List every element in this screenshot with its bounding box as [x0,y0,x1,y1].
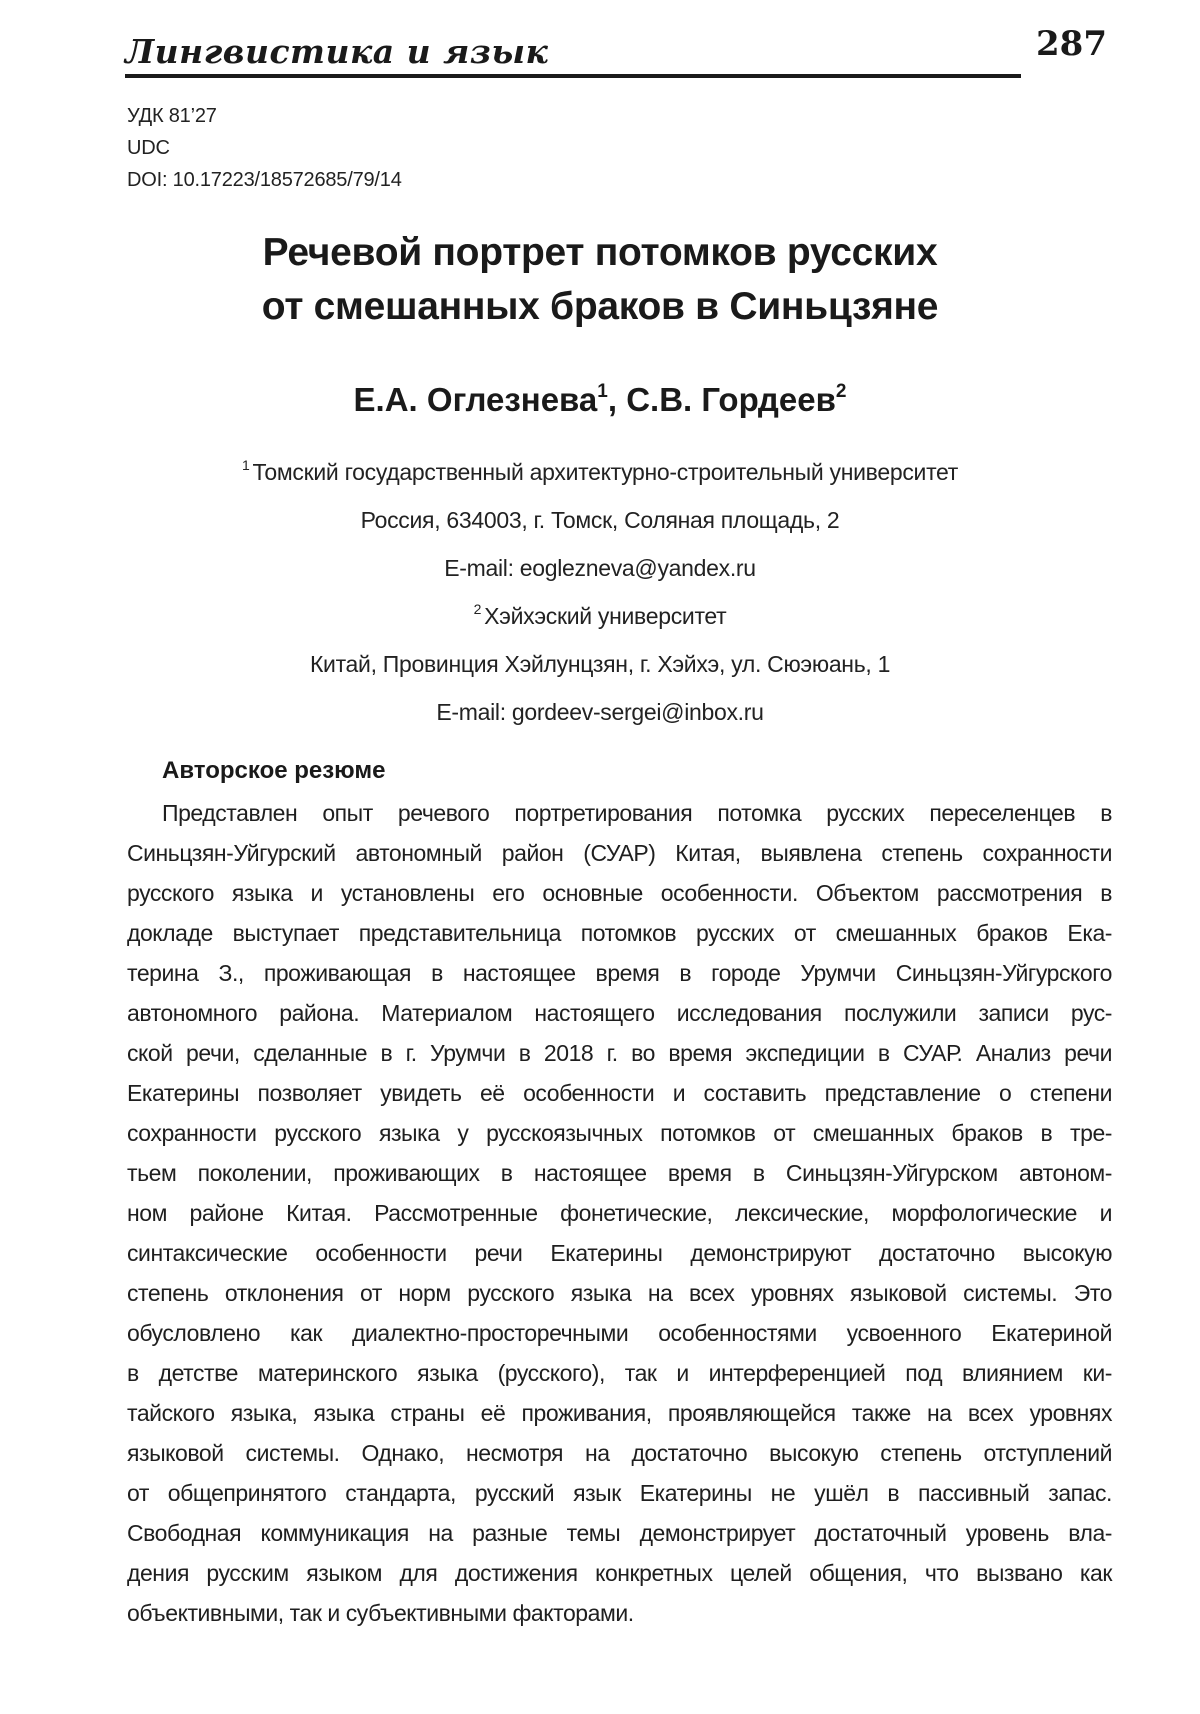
abstract-line: сохранности русского языка у русскоязычных потомков от смешанных браков в тре- [127,1120,1112,1146]
abstract-line: докладе выступает представительница потомков русских от смешанных браков Ека- [127,920,1112,946]
abstract-line: Свободная коммуникация на разные темы демонстрирует достаточный уровень вла- [127,1520,1112,1546]
abstract-line: ской речи, сделанные в г. Урумчи в 2018 г. во время экспедиции в СУАР. Анализ речи [127,1040,1112,1066]
abstract-line: языковой системы. Однако, несмотря на достаточно высокую степень отступлений [127,1440,1112,1466]
author-separator: , [607,381,627,418]
running-header [125,24,1107,80]
affiliation-2-address: Китай, Провинция Хэйлунцзян, г. Хэйхэ, ул. Сюэюань, 1 [309,651,891,677]
affiliation-1-name-text: Томский государственный архитектурно-строительный университет [252,459,959,485]
affiliation-2-email: E-mail: gordeev-sergei@inbox.ru [436,699,764,725]
author-1: Е.А. Оглезнева [353,381,598,418]
affiliation-1-email: E-mail: eoglezneva@yandex.ru [444,555,756,581]
affiliation-2-name-text: Хэйхэский университет [484,603,727,629]
affiliation-1-name [0,448,1200,496]
affiliation-1-address: Россия, 634003, г. Томск, Соляная площадь, 2 [360,507,840,533]
author-1-affiliation-mark: 1 [597,381,608,402]
abstract-line: автономного района. Материалом настоящего исследования послужили записи рус- [127,1000,1112,1026]
affiliation-1-mark: 1 [241,457,250,473]
abstract-line: от общепринятого стандарта, русский язык Екатерины не ушёл в пассивный запас. [127,1480,1112,1506]
abstract-line: синтаксические особенности речи Екатерины демонстрируют достаточно высокую [127,1240,1112,1266]
abstract-line: объективными, так и субъективными факторами. [127,1600,634,1626]
affiliations [0,448,1200,736]
doi: DOI: 10.17223/18572685/79/14 [127,169,402,191]
abstract-line: обусловлено как диалектно-просторечными особенностями усвоенного Екатериной [127,1320,1112,1346]
title-line-2: от смешанных браков в Синьцзяне [261,285,939,328]
abstract-line: Екатерины позволяет увидеть её особенности и составить представление о степени [127,1080,1112,1106]
abstract-line: терина З., проживающая в настоящее время в городе Урумчи Синьцзян-Уйгурского [127,960,1112,986]
abstract-line: дения русским языком для достижения конкретных целей общения, что вызвано как [127,1560,1112,1586]
abstract-heading: Авторское резюме [162,757,386,784]
affiliation-2-mark: 2 [473,601,482,617]
page-number: 287 [1036,24,1107,64]
abstract-line: русского языка и установлены его основные особенности. Объектом рассмотрения в [127,880,1112,906]
title-line-1: Речевой портрет потомков русских [262,231,938,274]
author-2-affiliation-mark: 2 [835,381,847,402]
abstract-line: тьем поколении, проживающих в настоящее время в Синьцзян-Уйгурском автоном- [127,1160,1112,1186]
abstract-line: Синьцзян-Уйгурский автономный район (СУАР) Китая, выявлена степень сохранности [127,840,1112,866]
abstract-body [127,793,1112,1633]
article-meta [127,100,402,196]
author-2: С.В. Гордеев [626,381,836,418]
udk-code: УДК 81’27 [127,105,217,127]
udc-code: UDC [127,137,170,159]
abstract-line: тайского языка, языка страны её проживания, проявляющейся также на всех уровнях [127,1400,1112,1426]
article-title [0,226,1200,334]
affiliation-2-name [0,592,1200,640]
abstract-line: Представлен опыт речевого портретирования потомка русских переселенцев в [162,800,1112,826]
abstract-line: в детстве материнского языка (русского), так и интерференцией под влиянием ки- [127,1360,1112,1386]
header-rule [125,74,1021,78]
section-name: Лингвистика и язык [125,32,549,71]
abstract-line: степень отклонения от норм русского языка на всех уровнях языковой системы. Это [127,1280,1112,1306]
authors [0,378,1200,422]
abstract-line: ном районе Китая. Рассмотренные фонетические, лексические, морфологические и [127,1200,1112,1226]
